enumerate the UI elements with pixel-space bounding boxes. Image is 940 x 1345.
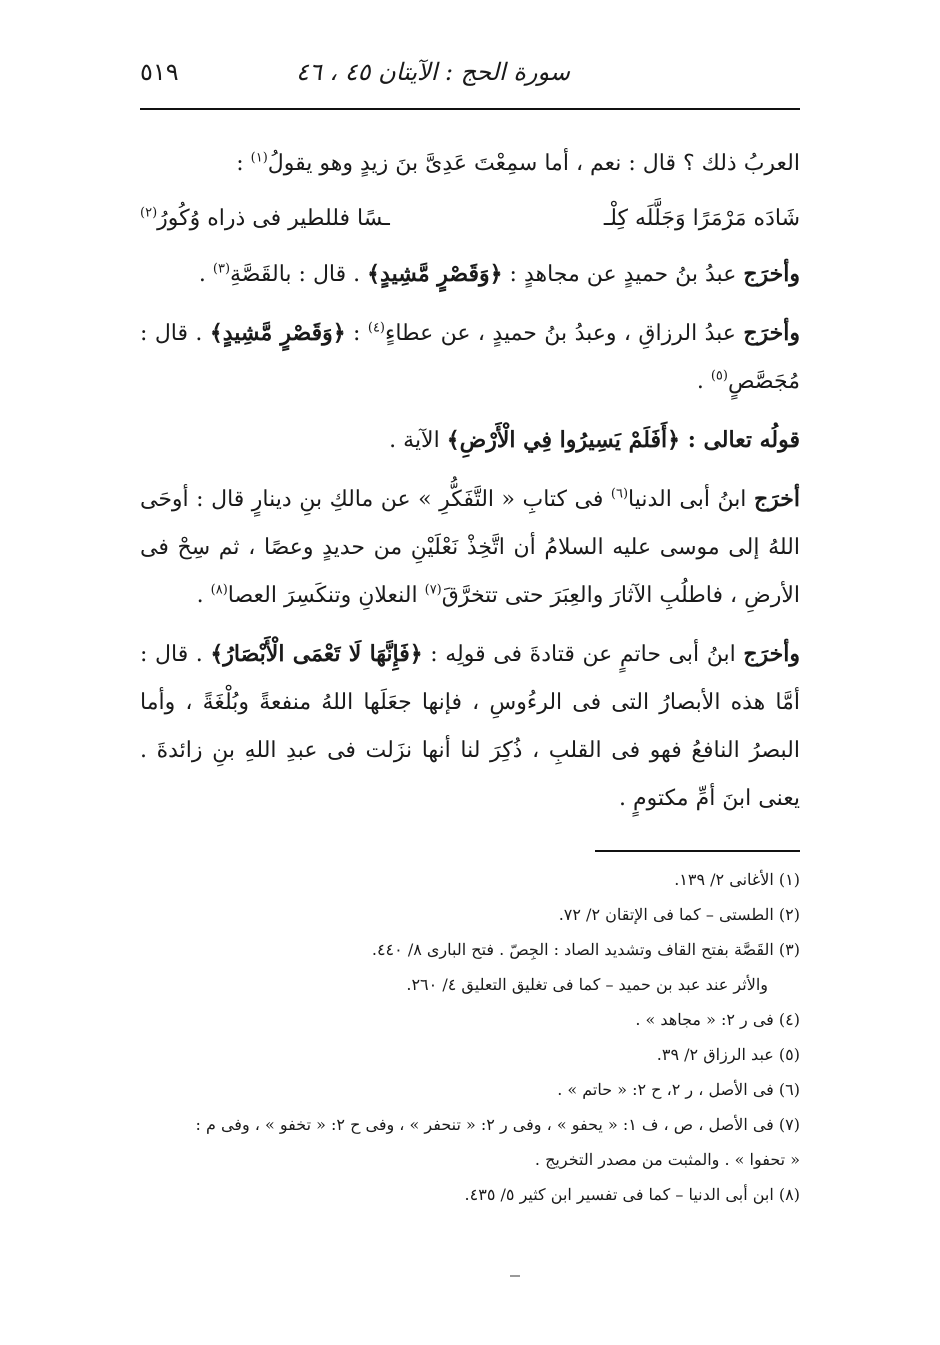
footnote-4: (٤) فى ر ٢: « مجاهد » . bbox=[635, 1010, 800, 1029]
footnote-7: (٧) فى الأصل ، ص ، ف ١: « يحفو » ، وفى ر ٢: « تنحفر » ، وفى ح ٢: « تخفو » ، وفى م : bbox=[195, 1115, 800, 1134]
paragraph-1 bbox=[140, 140, 800, 188]
footnote-divider bbox=[595, 850, 800, 852]
poem-second-hemistich bbox=[140, 188, 390, 250]
paragraph-2 bbox=[140, 250, 800, 299]
p5-lead: أخرَج bbox=[753, 486, 800, 512]
footnote-2: (٢) الطستى – كما فى الإتقان ٢/ ٧٢. bbox=[558, 905, 800, 924]
p3-lead: وأخرَج bbox=[743, 320, 800, 346]
footnote-3: (٣) القَصَّة بفتح القاف وتشديد الصاد : الجِصّ . فتح البارى ٨/ ٤٤٠. bbox=[371, 940, 800, 959]
footnote-1: (١) الأغانى ٢/ ١٣٩. bbox=[674, 870, 800, 889]
scan-speck bbox=[510, 1275, 520, 1277]
p2-lead: وأخرَج bbox=[743, 261, 800, 287]
surah-title: سورة الحج : الآيتان ٤٥ ، ٤٦ bbox=[295, 58, 570, 86]
footnote-ref-4: (٤) bbox=[367, 320, 385, 336]
paragraph-6 bbox=[140, 630, 800, 823]
footnote-ref-3: (٣) bbox=[212, 261, 231, 277]
p3-text2: : bbox=[345, 321, 368, 346]
p5-tail: . bbox=[196, 583, 211, 608]
footnote-ref-1: (١) bbox=[250, 150, 268, 166]
poem-first-hemistich: شَادَه مَرْمَرًا وَجَلَّلَه كِلْـ bbox=[603, 206, 800, 231]
p5-text2: فى كتابِ « التَّفَكُّرِ » عن مالكِ بنِ دينارٍ قال : أوحَى اللهُ إلى موسى عليه السلامُ أن اتَّخِذْ نَعْلَيْنِ من حديدٍ وعصًا ، ثم سِحْ فى الأرضِ ، فاطلُبِ الآثارَ والعِبَرَ حتى تتخرَّقَ bbox=[140, 487, 800, 608]
footnotes bbox=[130, 862, 800, 1212]
poem-verse bbox=[140, 188, 800, 250]
page-number: ٥١٩ bbox=[140, 58, 179, 86]
footnote-7-continued: « تحفوا » . والمثبت من مصدر التخريج . bbox=[534, 1150, 800, 1169]
p4-lead: قولُه تعالى : bbox=[680, 427, 800, 453]
paragraph-5 bbox=[140, 475, 800, 620]
poem-second-text: ـسًا فللطير فى ذراه وُكُورُ bbox=[157, 206, 390, 231]
p2-text2: . قال : بالقَصَّةِ bbox=[230, 262, 368, 287]
footnote-3-continued: والأثر عند عبد بن حميد – كما فى تغليق التعليق ٤/ ٢٦٠. bbox=[406, 975, 768, 994]
p2-quran: ﴿وَقَصْرٍ مَّشِيدٍ﴾ bbox=[367, 261, 503, 287]
p6-text: ابنُ أبى حاتمٍ عن قتادةَ فى قولِه : bbox=[422, 642, 744, 667]
p6-lead: وأخرَج bbox=[743, 641, 800, 667]
main-text bbox=[140, 140, 800, 823]
paragraph-4 bbox=[140, 416, 800, 465]
footnote-ref-8: (٨) bbox=[210, 582, 228, 598]
p6-quran: ﴿فَإِنَّهَا لَا تَعْمَى الْأَبْصَارُ﴾ bbox=[210, 641, 423, 667]
footnote-ref-7: (٧) bbox=[424, 582, 442, 598]
running-header bbox=[140, 50, 800, 94]
footnote-ref-2: (٢) bbox=[140, 205, 158, 221]
p1-text: العربُ ذلك ؟ قال : نعم ، أما سمِعْتَ عَدِىَّ بنَ زيدٍ وهو يقولُ bbox=[267, 151, 800, 176]
p5-text: ابنُ أبى الدنيا bbox=[628, 487, 754, 512]
p3-text: عبدُ الرزاقِ ، وعبدُ بنُ حميدٍ ، عن عطاءٍ bbox=[385, 321, 744, 346]
p4-quran: ﴿أَفَلَمْ يَسِيرُوا فِي الْأَرْضِ﴾ bbox=[446, 427, 681, 453]
footnote-ref-5: (٥) bbox=[710, 368, 728, 384]
p6-text2: . قال : أمَّا هذه الأبصارُ التى فى الرءُوسِ ، فإنها جعَلَها اللهُ منفعةً وبُلْغَةً ، وأما البصرُ النافعُ فهو فى القلبِ ، ذُكِرَ لنا أنها نزَلت فى عبدِ اللهِ بنِ زائدةَ . يعنى ابنَ أمِّ مكتومٍ . bbox=[140, 642, 800, 811]
footnote-ref-6: (٦) bbox=[610, 486, 629, 502]
p2-tail: . bbox=[198, 262, 213, 287]
p5-text3: النعلانِ وتنكَسِرَ العصا bbox=[227, 583, 425, 608]
p4-tail: الآية . bbox=[389, 428, 447, 453]
footnote-8: (٨) ابن أبى الدنيا – كما فى تفسير ابن كثير ٥/ ٤٣٥. bbox=[464, 1185, 800, 1204]
footnote-6: (٦) فى الأصل ، ر ٢، ح ٢: « حاتم » . bbox=[557, 1080, 800, 1099]
header-divider bbox=[140, 108, 800, 110]
p1-tail: : bbox=[236, 151, 251, 176]
p3-tail: . bbox=[696, 369, 711, 394]
paragraph-3 bbox=[140, 309, 800, 406]
p3-quran: ﴿وَقَصْرٍ مَّشِيدٍ﴾ bbox=[209, 320, 346, 346]
p2-text: عبدُ بنُ حميدٍ عن مجاهدٍ : bbox=[502, 262, 744, 287]
footnote-5: (٥) عبد الرزاق ٢/ ٣٩. bbox=[656, 1045, 800, 1064]
p3-text3: . قال : مُجَصَّصٍ bbox=[140, 321, 800, 394]
